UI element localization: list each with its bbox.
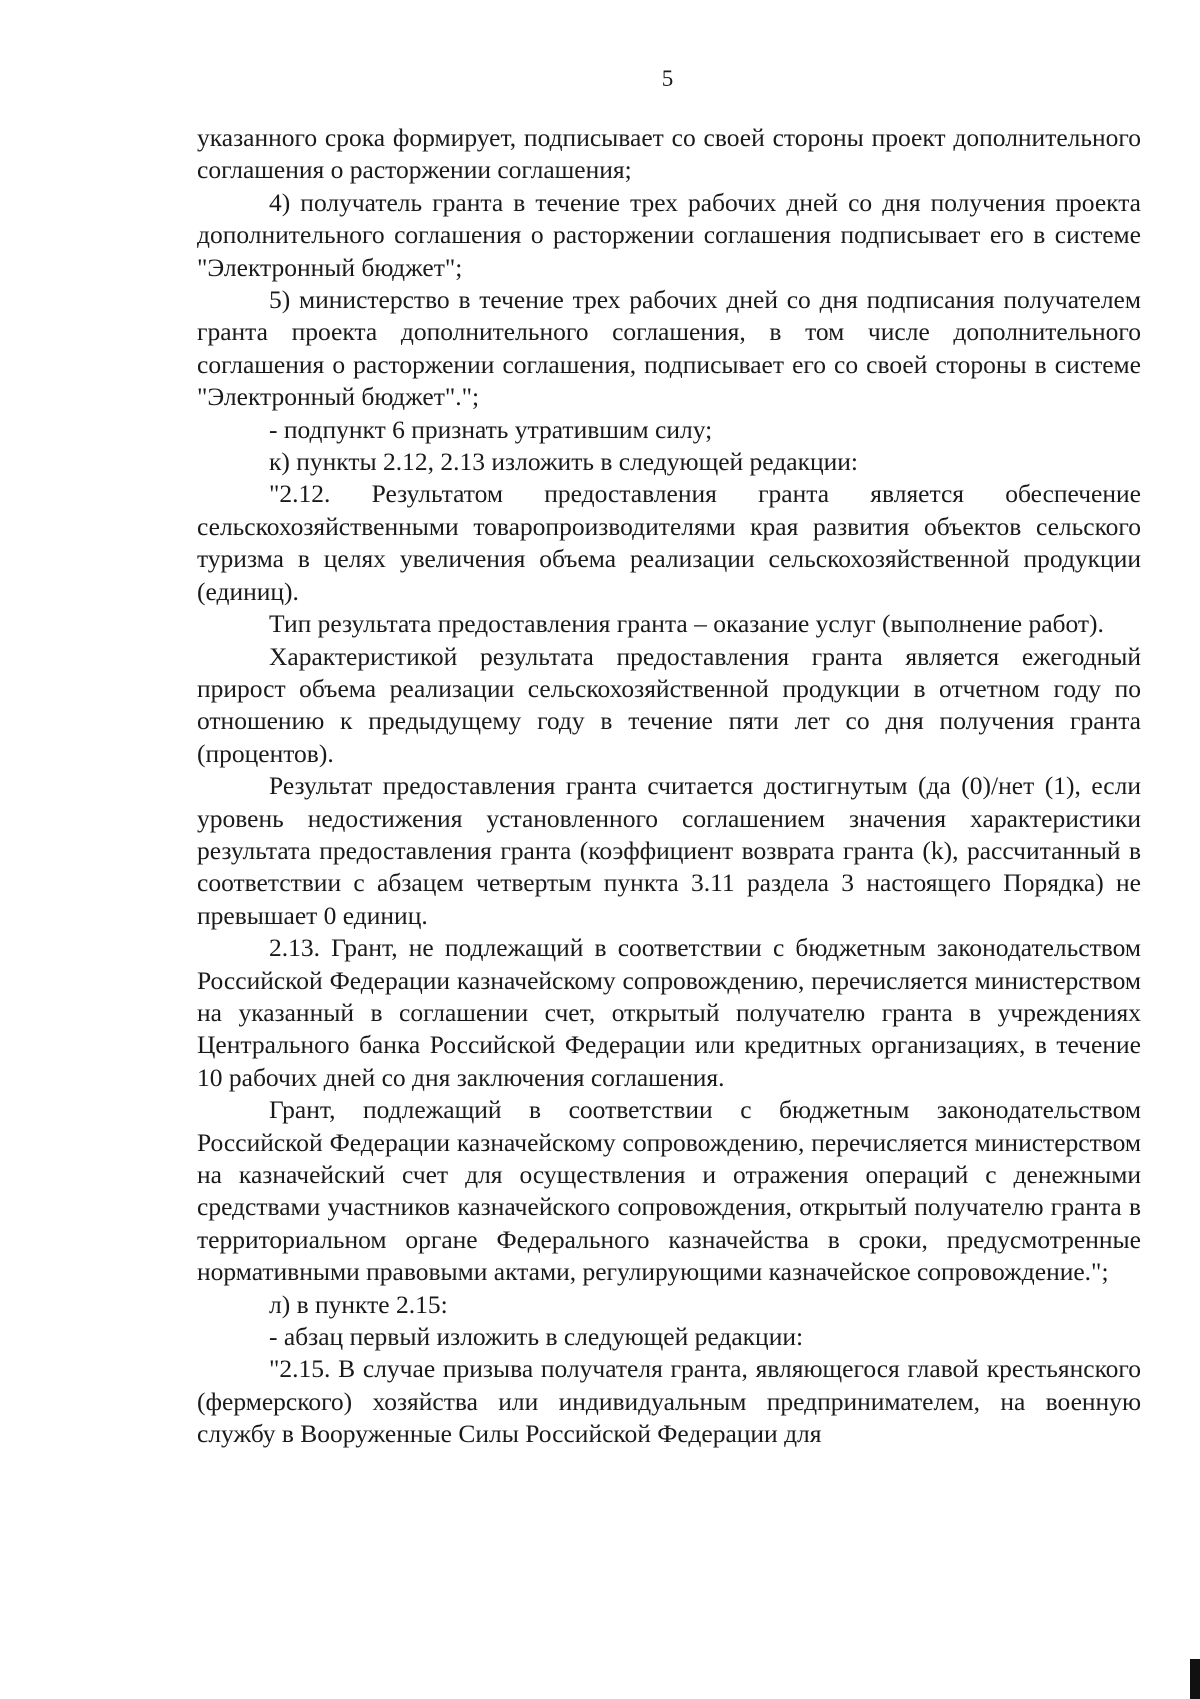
paragraph: Характеристикой результата предоставления гранта является ежегодный прирост объема реализации сельскохозяйственной продукции в отчетном году по отношению к предыдущему году в течение пяти лет со дня получения гранта (процентов). (197, 641, 1141, 768)
paragraph: Грант, подлежащий в соответствии с бюджетным законодательством Российской Федерации казначейскому сопровождению, перечисляется министерством на казначейский счет для осуществления и отражения операций с денежными средствами участников казначейского сопровождения, открытый получателю гранта в территориальном органе Федерального казначейства в сроки, предусмотренные нормативными правовыми актами, регулирующими казначейское сопровождение."; (197, 1095, 1141, 1287)
scan-edge-mark (1190, 1659, 1200, 1699)
paragraph: 5) министерство в течение трех рабочих дней со дня подписания получателем гранта проекта дополнительного соглашения, в том числе дополнительного соглашения о расторжении соглашения, подписывает его со своей стороны в системе "Электронный бюджет"."; (197, 285, 1141, 412)
paragraph: "2.12. Результатом предоставления гранта является обеспечение сельскохозяйственными товаропроизводителями края развития объектов сельского туризма в целях увеличения объема реализации сельскохозяйственной продукции (единиц). (197, 479, 1141, 606)
document-body (197, 122, 1141, 1451)
paragraph: - абзац первый изложить в следующей редакции: (269, 1322, 804, 1352)
paragraph: "2.15. В случае призыва получателя гранта, являющегося главой крестьянского (фермерского) хозяйства или индивидуальным предпринимателем, на военную службу в Вооруженные Силы Российской Федерации для (197, 1354, 1141, 1449)
page-number: 5 (661, 66, 674, 91)
paragraph: указанного срока формирует, подписывает со своей стороны проект дополнительного соглашения о расторжении соглашения; (197, 123, 1141, 185)
paragraph: 2.13. Грант, не подлежащий в соответствии с бюджетным законодательством Российской Федерации казначейскому сопровождению, перечисляется министерством на указанный в соглашении счет, открытый получателю гранта в учреждениях Центрального банка Российской Федерации или кредитных организациях, в течение 10 рабочих дней со дня заключения соглашения. (197, 933, 1141, 1092)
paragraph: Результат предоставления гранта считается достигнутым (да (0)/нет (1), если уровень недостижения установленного соглашением значения характеристики результата предоставления гранта (коэффициент возврата гранта (k), рассчитанный в соответствии с абзацем четвертым пункта 3.11 раздела 3 настоящего Порядка) не превышает 0 единиц. (197, 771, 1141, 930)
paragraph: к) пункты 2.12, 2.13 изложить в следующей редакции: (269, 447, 858, 477)
paragraph: Тип результата предоставления гранта – оказание услуг (выполнение работ). (269, 609, 1104, 639)
paragraph: л) в пункте 2.15: (269, 1289, 448, 1319)
paragraph: 4) получатель гранта в течение трех рабочих дней со дня получения проекта дополнительного соглашения о расторжении соглашения подписывает его в системе "Электронный бюджет"; (197, 187, 1141, 282)
paragraph: - подпункт 6 признать утратившим силу; (269, 414, 713, 444)
